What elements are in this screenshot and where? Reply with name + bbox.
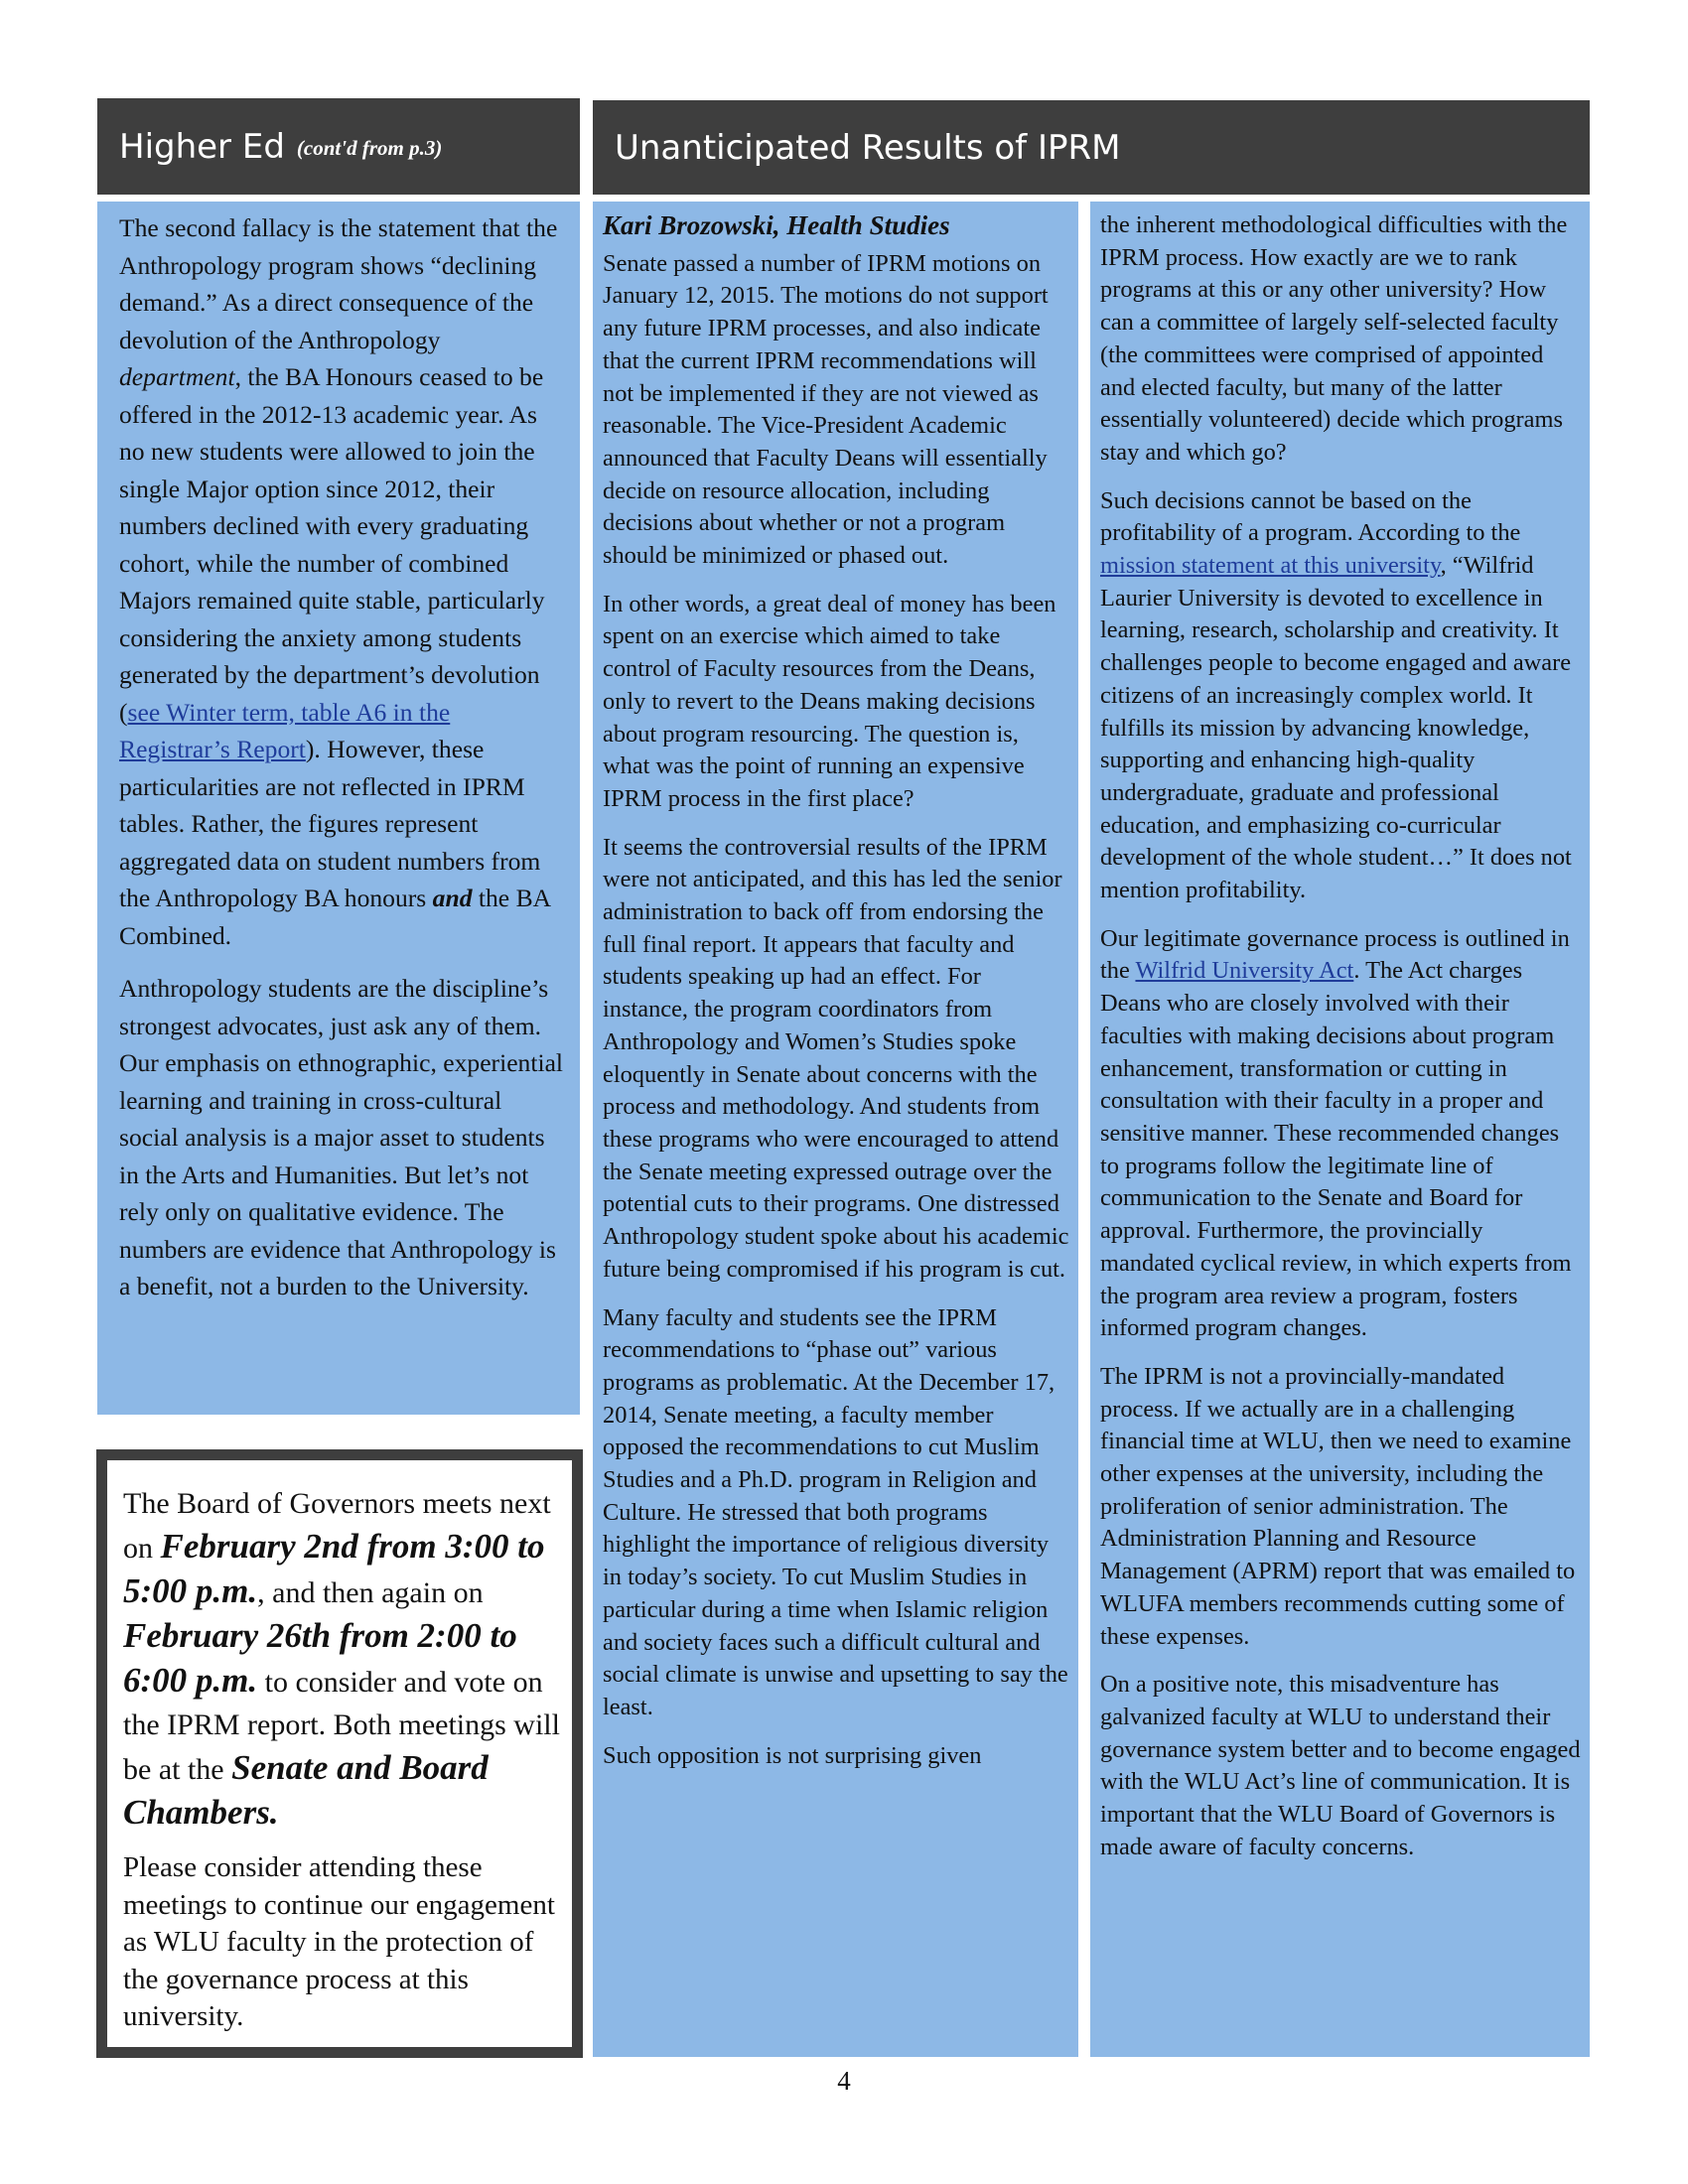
paragraph: The IPRM is not a provincially-mandated process. If we actually are in a challenging financial time at WLU, then we need to examine other expenses at the university, including the proliferation of senior administration. The Administration Planning and Resource Management (APRM) report that was emailed to WLUFA members recommends cutting some of these expenses. bbox=[1100, 1362, 1576, 1650]
mission-statement-link[interactable]: mission statement at this university bbox=[1100, 552, 1441, 580]
paragraph: Such opposition is not surprising given bbox=[603, 1741, 982, 1769]
paragraph: Such decisions cannot be based on the profitability of a program. According to the mission statement at this university, “Wilfrid Laurier University is devoted to excellence in learning, research, scholarship and creativity. It challenges people to become engaged and aware citizens of an increasingly complex world. It fulfills its mission by advancing knowledge, supporting and enhancing high-quality undergraduate, graduate and professional education, and emphasizing co-curricular development of the whole student…” It does not mention profitability. bbox=[1100, 486, 1572, 904]
paragraph: Many faculty and students see the IPRM recommendations to “phase out” various programs as problematic. At the December 17, 2014, Senate meeting, a faculty member opposed the recommendations to cut Muslim Studies and a Ph.D. program in Religion and Culture. He stressed that both programs highlight the importance of religious diversity in today’s society. To cut Muslim Studies in particular during a time when Islamic religion and society faces such a difficult cultural and social climate is unwise and upsetting to say the least. bbox=[603, 1303, 1068, 1720]
paragraph: In other words, a great deal of money has been spent on an exercise which aimed to take control of Faculty resources from the Deans, only to revert to the Deans making decisions about program resourcing. The question is, what was the point of running an expensive IPRM process in the first place? bbox=[603, 590, 1056, 812]
section-header-iprm bbox=[593, 100, 1590, 195]
paragraph: Anthropology students are the discipline’s strongest advocates, just ask any of them. Our emphasis on ethnographic, experiential learning and training in cross-cultural social analysis is a major asset to students in the Arts and Humanities. But let’s not rely only on qualitative evidence. The numbers are evidence that Anthropology is a benefit, not a burden to the University. bbox=[119, 974, 564, 1300]
article-title: Unanticipated Results of IPRM bbox=[615, 127, 1121, 168]
middle-column bbox=[593, 202, 1078, 2057]
notice-paragraph: Please consider attending these meetings to continue our engagement as WLU faculty in the protection of the governance process at this university. bbox=[123, 1851, 555, 2032]
board-meeting-notice bbox=[96, 1449, 583, 2058]
paragraph: On a positive note, this misadventure has galvanized faculty at WLU to understand their governance system better and to become engaged with the WLU Act’s line of communication. It is important that the WLU Board of Governors is made aware of faculty concerns. bbox=[1100, 1671, 1581, 1860]
continued-note: (cont'd from p.3) bbox=[296, 136, 443, 160]
university-act-link[interactable]: Wilfrid University Act bbox=[1135, 957, 1354, 985]
section-header-higher-ed bbox=[97, 98, 580, 195]
section-title: Higher Ed bbox=[119, 126, 285, 167]
paragraph: Our legitimate governance process is outlined in the Wilfrid University Act. The Act charges Deans who are closely involved with their faculties with making decisions about program enhancement, transformation or cutting in consultation with their faculty in a proper and sensitive manner. These recommended changes to programs follow the legitimate line of communication to the Senate and Board for approval. Furthermore, the provincially mandated cyclical review, in which experts from the program area review a program, fosters informed program changes. bbox=[1100, 924, 1572, 1342]
notice-paragraph: The Board of Governors meets next on February 2nd from 3:00 to 5:00 p.m., and then again on February 26th from 2:00 to 6:00 p.m. to consider and vote on the IPRM report. Both meetings will be at the Senate and Board Chambers. bbox=[123, 1487, 560, 1832]
byline: Kari Brozowski, Health Studies bbox=[603, 210, 950, 240]
paragraph: The second fallacy is the statement that the Anthropology program shows “declining demand.” As a direct consequence of the devolution of the Anthropology department, the BA Honours ceased to be offered in the 2012-13 academic year. As no new students were allowed to join the single Major option since 2012, their numbers declined with every graduating cohort, while the number of combined Majors remained quite stable, particularly considering the anxiety among students generated by the department’s devolution (see Winter term, table A6 in the Registrar’s Report). However, these particularities are not reflected in IPRM tables. Rather, the figures represent aggregated data on student numbers from the Anthropology BA honours and the BA Combined. bbox=[119, 213, 558, 950]
registrar-report-link[interactable]: see Winter term, table A6 in the Registrar’s Report bbox=[119, 697, 451, 763]
paragraph: Senate passed a number of IPRM motions on January 12, 2015. The motions do not support any future IPRM processes, and also indicate that the current IPRM recommendations will not be implemented if they are not viewed as reasonable. The Vice-President Academic announced that Faculty Deans will essentially decide on resource allocation, including decisions about whether or not a program should be minimized or phased out. bbox=[603, 249, 1049, 570]
page-number: 4 bbox=[837, 2066, 851, 2096]
left-column bbox=[97, 202, 580, 1415]
paragraph: the inherent methodological difficulties with the IPRM process. How exactly are we to rank programs at this or any other university? How can a committee of largely self-selected faculty (the committees were comprised of appointed and elected faculty, but many of the latter essentially volunteered) decide which programs stay and which go? bbox=[1100, 211, 1568, 466]
right-column bbox=[1090, 202, 1590, 2057]
paragraph: It seems the controversial results of the IPRM were not anticipated, and this has led the senior administration to back off from endorsing the full final report. It appears that faculty and students speaking up had an effect. For instance, the program coordinators from Anthropology and Women’s Studies spoke eloquently in Senate about concerns with the process and methodology. And students from these programs who were encouraged to attend the Senate meeting expressed outrage over the potential cuts to their programs. One distressed Anthropology student spoke about his academic future being compromised if his program is cut. bbox=[603, 833, 1069, 1283]
